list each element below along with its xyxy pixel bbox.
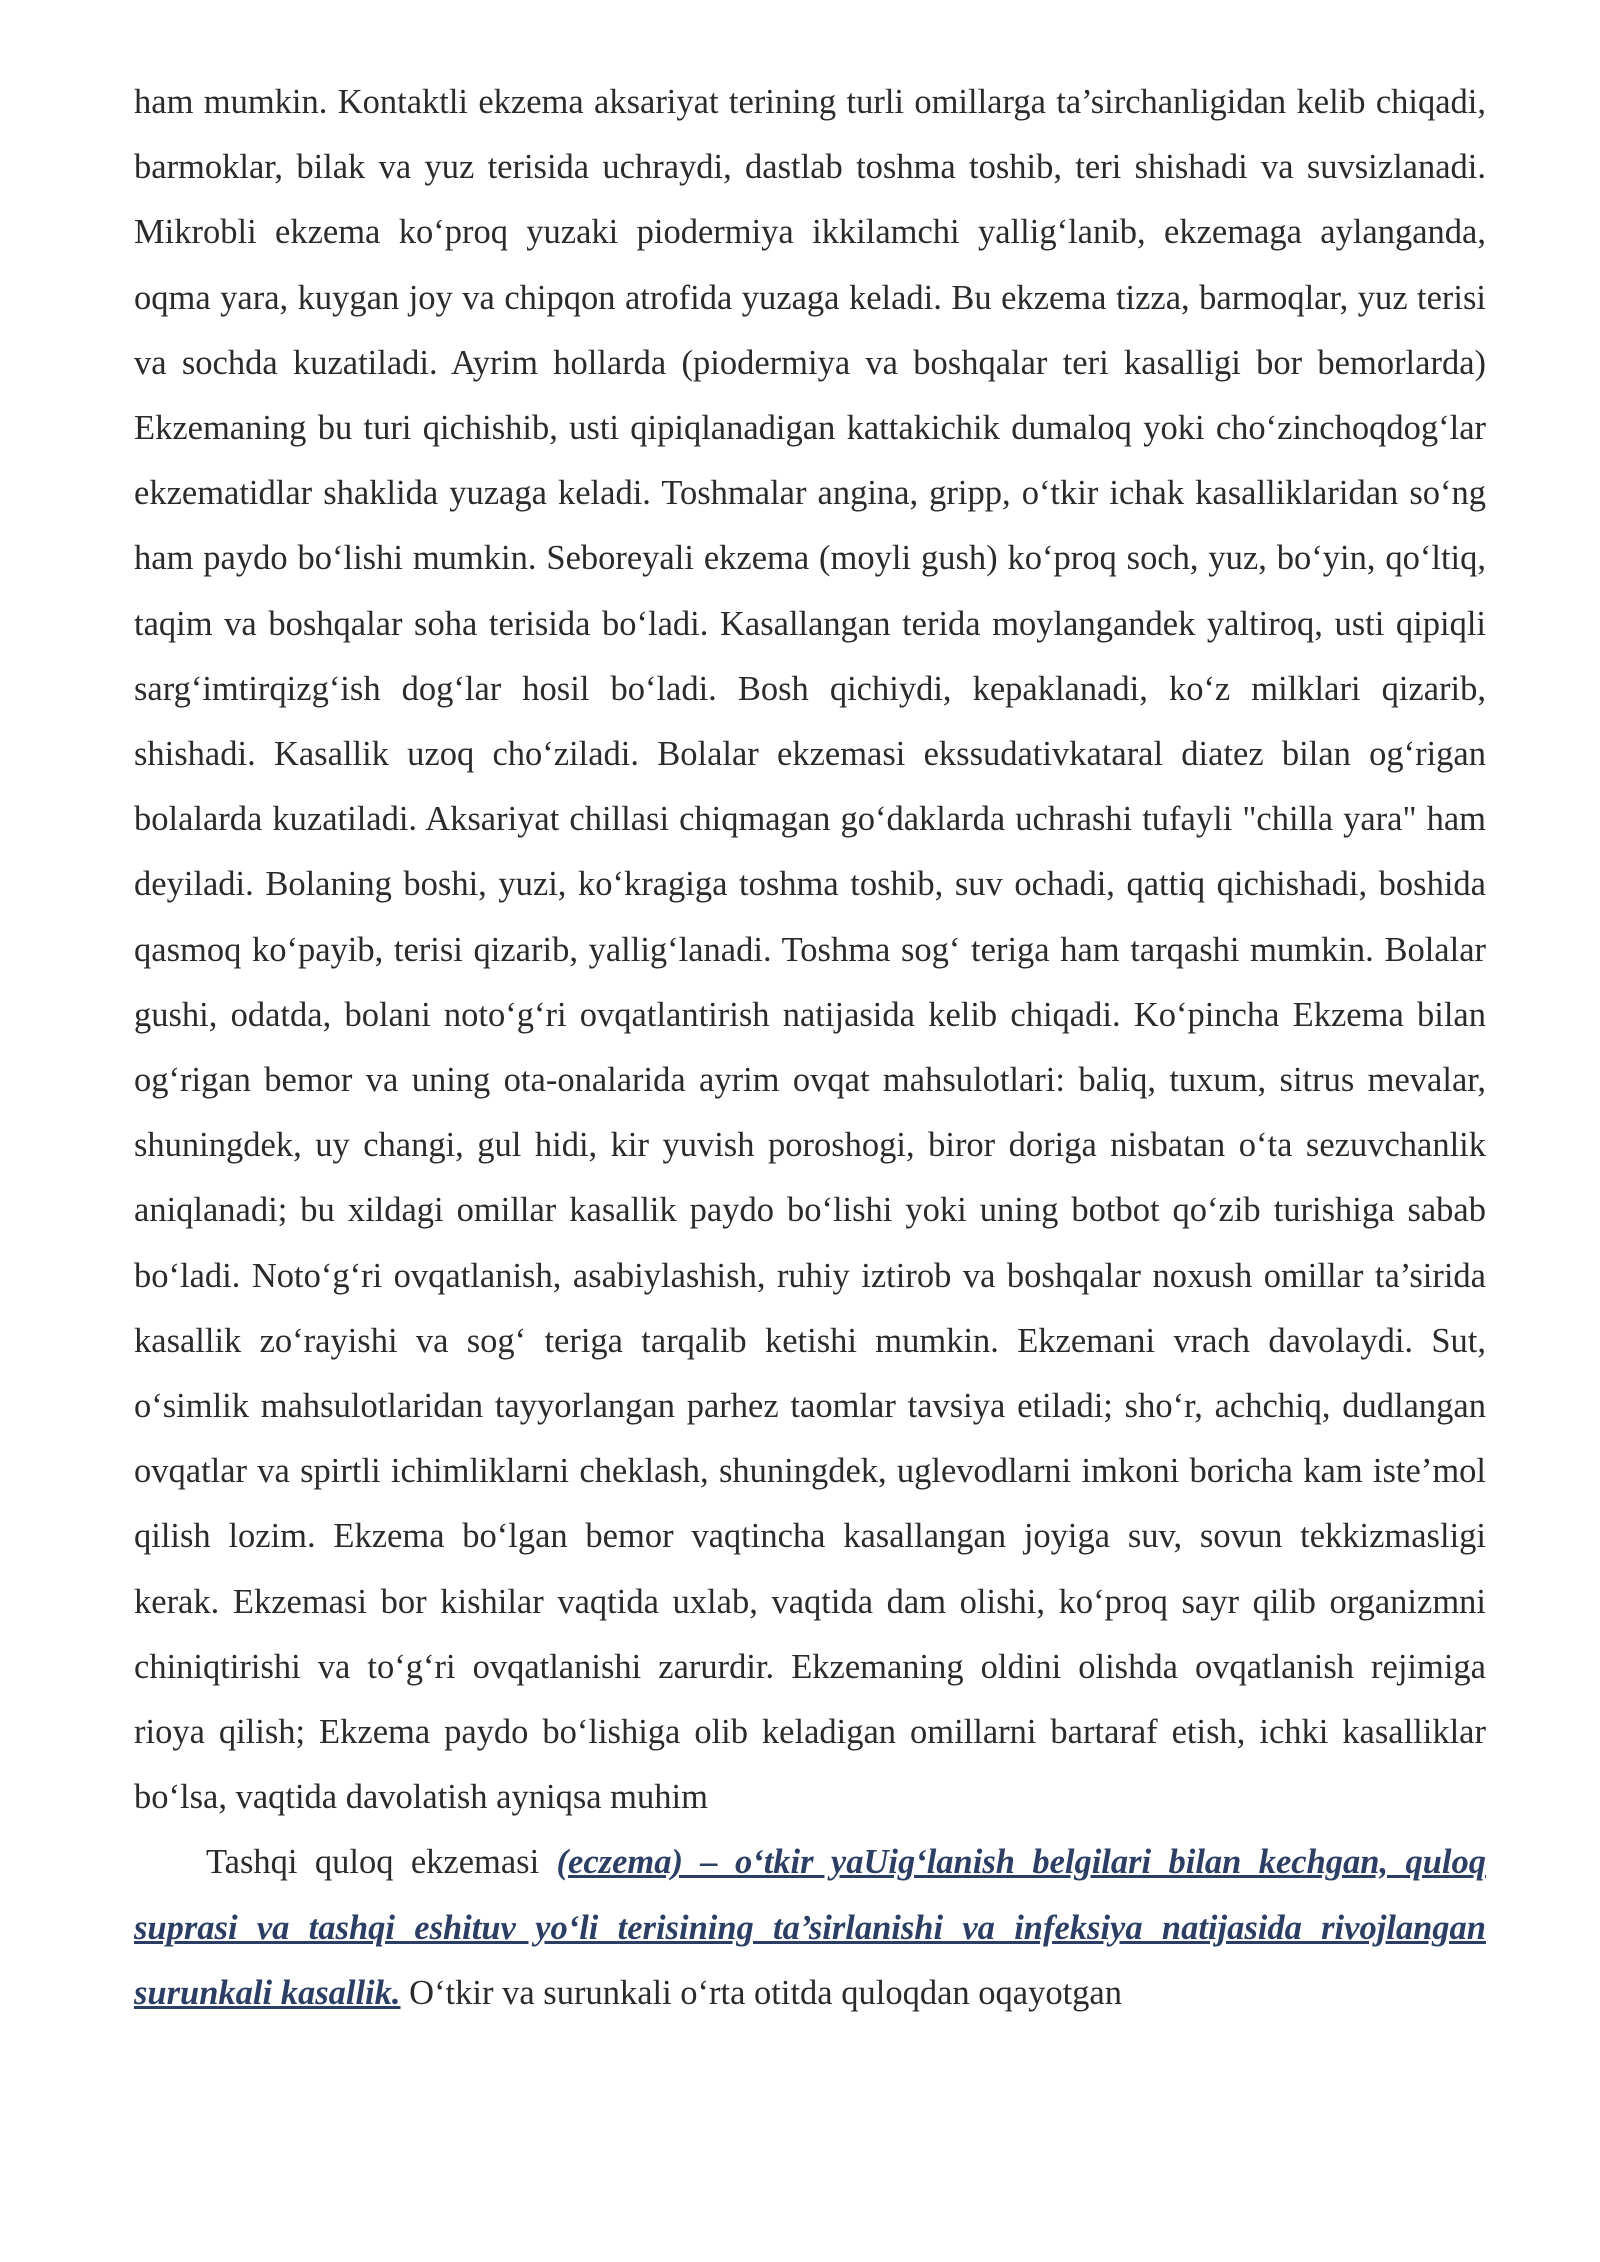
ear-eczema-paragraph [134, 1830, 1486, 2026]
paragraph-lead-text: Tashqi quloq ekzemasi [206, 1843, 557, 1882]
definition-emphasis: (eczema) – o‘tkir yaUig‘lanish belgilari bilan kechgan, quloq suprasi va tashqi eshituv yo‘li terisining ta’sirlanishi va infeksiya natijasida rivojlangan surunkali kasallik. [134, 1843, 1487, 2012]
document-page [134, 70, 1486, 2026]
paragraph-tail-text: O‘tkir va surunkali o‘rta otitda quloqdan oqayotgan [400, 1973, 1122, 2012]
body-paragraph: ham mumkin. Kontaktli ekzema aksariyat terining turli omillarga ta’sirchanligidan kelib chiqadi, barmoklar, bilak va yuz terisida uchraydi, dastlab toshma toshib, teri shishadi va suvsizlanadi. Mikrobli ekzema ko‘proq yuzaki piodermiya ikkilamchi yallig‘lanib, ekzemaga aylanganda, oqma yara, kuygan joy va chipqon atrofida yuzaga keladi. Bu ekzema tizza, barmoqlar, yuz terisi va sochda kuzatiladi. Ayrim hollarda (piodermiya va boshqalar teri kasalligi bor bemorlarda) Ekzemaning bu turi qichishib, usti qipiqlanadigan kattakichik dumaloq yoki cho‘zinchoqdog‘lar ekzematidlar shaklida yuzaga keladi. Toshmalar angina, gripp, o‘tkir ichak kasalliklaridan so‘ng ham paydo bo‘lishi mumkin. Seboreyali ekzema (moyli gush) ko‘proq soch, yuz, bo‘yin, qo‘ltiq, taqim va boshqalar soha terisida bo‘ladi. Kasallangan terida moylangandek yaltiroq, usti qipiqli sarg‘imtirqizg‘ish dog‘lar hosil bo‘ladi. Bosh qichiydi, kepaklanadi, ko‘z milklari qizarib, shishadi. Kasallik uzoq cho‘ziladi. Bolalar ekzemasi ekssudativkataral diatez bilan og‘rigan bolalarda kuzatiladi. Aksariyat chillasi chiqmagan go‘daklarda uchrashi tufayli "chilla yara" ham deyiladi. Bolaning boshi, yuzi, ko‘kragiga toshma toshib, suv ochadi, qattiq qichishadi, boshida qasmoq ko‘payib, terisi qizarib, yallig‘lanadi. Toshma sog‘ teriga ham tarqashi mumkin. Bolalar gushi, odatda, bolani noto‘g‘ri ovqatlantirish natijasida kelib chiqadi. Ko‘pincha Ekzema bilan og‘rigan bemor va uning ota-onalarida ayrim ovqat mahsulotlari: baliq, tuxum, sitrus mevalar, shuningdek, uy changi, gul hidi, kir yuvish poroshogi, biror doriga nisbatan o‘ta sezuvchanlik aniqlanadi; bu xildagi omillar kasallik paydo bo‘lishi yoki uning botbot qo‘zib turishiga sabab bo‘ladi. Noto‘g‘ri ovqatlanish, asabiylashish, ruhiy iztirob va boshqalar noxush omillar ta’sirida kasallik zo‘rayishi va sog‘ teriga tarqalib ketishi mumkin. Ekzemani vrach davolaydi. Sut, o‘simlik mahsulotlaridan tayyorlangan parhez taomlar tavsiya etiladi; sho‘r, achchiq, dudlangan ovqatlar va spirtli ichimliklarni cheklash, shuningdek, uglevodlarni imkoni boricha kam iste’mol qilish lozim. Ekzema bo‘lgan bemor vaqtincha kasallangan joyiga suv, sovun tekkizmasligi kerak. Ekzemasi bor kishilar vaqtida uxlab, vaqtida dam olishi, ko‘proq sayr qilib organizmni chiniqtirishi va to‘g‘ri ovqatlanishi zarurdir. Ekzemaning oldini olishda ovqatlanish rejimiga rioya qilish; Ekzema paydo bo‘lishiga olib keladigan omillarni bartaraf etish, ichki kasalliklar bo‘lsa, vaqtida davolatish ayniqsa muhim [134, 83, 1486, 1817]
